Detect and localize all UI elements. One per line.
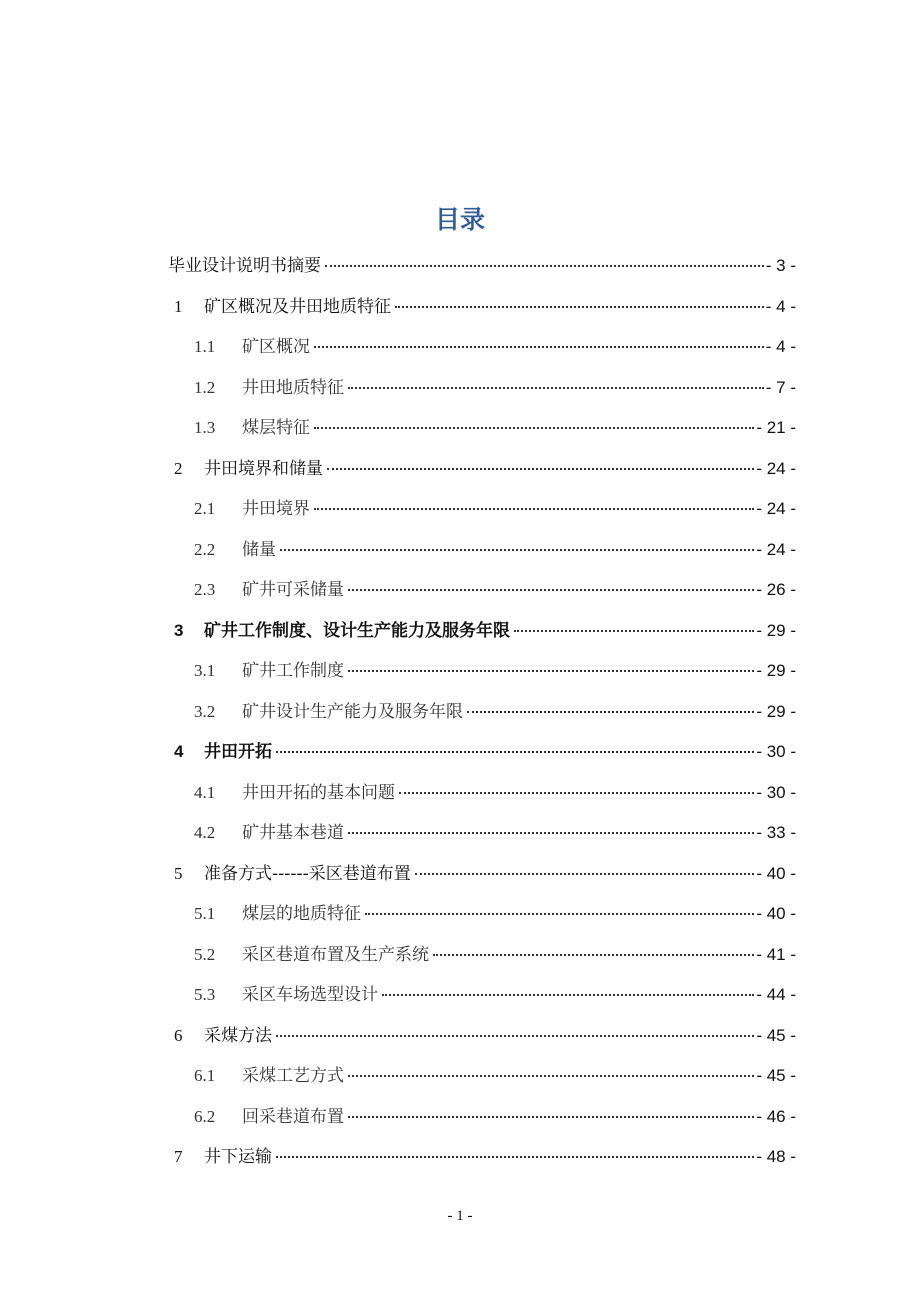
toc-entry[interactable]: [168, 1142, 796, 1183]
toc-entry[interactable]: [168, 535, 796, 576]
dot-leader: [514, 630, 754, 632]
toc-entry[interactable]: [168, 697, 796, 738]
toc-entry-page: - 44 -: [756, 985, 796, 1004]
toc-entry-title[interactable]: 毕业设计说明书摘要: [168, 256, 321, 276]
toc-entry[interactable]: [168, 656, 796, 697]
toc-entry-number: 4.2: [194, 823, 216, 842]
toc-entry-number: 4.1: [194, 782, 216, 802]
toc-entry-page: - 3 -: [765, 256, 796, 275]
dot-leader: [467, 711, 754, 713]
toc-entry[interactable]: [168, 292, 796, 333]
dot-leader: [327, 468, 754, 470]
toc-entry-title[interactable]: 井田境界: [242, 499, 310, 519]
dot-leader: [348, 387, 764, 389]
toc-title: 目录: [434, 205, 485, 234]
toc-entry-page: - 21 -: [756, 418, 796, 437]
toc-entry-page: - 45 -: [756, 1025, 796, 1045]
toc-entry[interactable]: [168, 494, 796, 535]
toc-entry-page: - 30 -: [756, 782, 796, 802]
toc-entry-title[interactable]: 煤层特征: [242, 418, 310, 438]
toc-entry-number: 5.3: [194, 985, 216, 1004]
toc-entry-number: 1: [174, 296, 183, 316]
toc-entry-number: 3.1: [194, 661, 216, 680]
toc-entry-page: - 7 -: [765, 377, 796, 397]
toc-entry-number: 2.3: [194, 580, 216, 599]
toc-entry-title[interactable]: 矿井基本巷道: [242, 823, 344, 843]
dot-leader: [348, 1075, 754, 1077]
toc-entry[interactable]: [168, 616, 796, 657]
toc-entry-page: - 45 -: [756, 1066, 796, 1085]
toc-entry-title[interactable]: 回采巷道布置: [242, 1106, 344, 1127]
toc-entry-number: 3: [174, 620, 184, 640]
dot-leader: [348, 1116, 754, 1118]
dot-leader: [314, 508, 754, 510]
dot-leader: [395, 306, 764, 308]
toc-entry-number: 6.2: [194, 1106, 216, 1126]
toc-entry-number: 1.3: [194, 418, 216, 437]
dot-leader: [276, 1156, 754, 1158]
toc-entry[interactable]: [168, 1061, 796, 1102]
toc-entry-number: 1.1: [194, 337, 216, 356]
toc-entry-number: 6: [174, 1025, 183, 1045]
toc-entry-title[interactable]: 矿区概况: [242, 337, 310, 357]
toc-entry[interactable]: [168, 332, 796, 373]
toc-entry-title[interactable]: 准备方式------采区巷道布置: [204, 863, 411, 884]
dot-leader: [325, 265, 764, 267]
toc-entry[interactable]: [168, 940, 796, 981]
toc-entry-title[interactable]: 煤层的地质特征: [242, 904, 361, 924]
toc-entry-page: - 41 -: [756, 944, 796, 964]
toc-entry[interactable]: [168, 454, 796, 495]
dot-leader: [433, 954, 754, 956]
toc-entry[interactable]: [168, 859, 796, 900]
toc-entry-title[interactable]: 井田开拓的基本问题: [242, 782, 395, 803]
toc-entry[interactable]: [168, 575, 796, 616]
page-number: - 1 -: [447, 1208, 473, 1224]
toc-entry-page: - 40 -: [756, 863, 796, 883]
toc-entry-page: - 48 -: [756, 1147, 796, 1166]
toc-entry-title[interactable]: 矿井设计生产能力及服务年限: [242, 701, 463, 722]
toc-entry-title[interactable]: 采煤方法: [204, 1025, 272, 1046]
toc-entry[interactable]: [168, 818, 796, 859]
toc-entry[interactable]: [168, 1021, 796, 1062]
toc-entry-page: - 4 -: [765, 296, 796, 316]
toc-entry-page: - 30 -: [756, 742, 796, 761]
toc-entry-page: - 24 -: [756, 499, 796, 518]
toc-entry-page: - 29 -: [756, 620, 796, 640]
toc-entry-page: - 33 -: [756, 823, 796, 842]
toc-entry[interactable]: [168, 1102, 796, 1143]
toc-entry-number: 4: [174, 742, 184, 761]
dot-leader: [276, 751, 754, 753]
toc-entry-title[interactable]: 采煤工艺方式: [242, 1066, 344, 1086]
dot-leader: [280, 549, 754, 551]
toc-entry-number: 6.1: [194, 1066, 216, 1085]
toc-entry-number: 2.2: [194, 539, 216, 559]
toc-entry-number: 1.2: [194, 377, 216, 397]
toc-entry-page: - 46 -: [756, 1106, 796, 1126]
toc-entry-page: - 26 -: [756, 580, 796, 599]
dot-leader: [276, 1035, 754, 1037]
toc-entry-title[interactable]: 井田地质特征: [242, 377, 344, 398]
toc-entry-title[interactable]: 采区巷道布置及生产系统: [242, 944, 429, 965]
toc-entry-number: 7: [174, 1147, 183, 1166]
toc-entry-title[interactable]: 井田境界和储量: [204, 458, 323, 479]
toc-entry-number: 5.2: [194, 944, 216, 964]
dot-leader: [365, 913, 754, 915]
dot-leader: [314, 346, 764, 348]
toc-entry[interactable]: [168, 413, 796, 454]
toc-entry[interactable]: [168, 778, 796, 819]
toc-entry-page: - 24 -: [756, 458, 796, 478]
toc-entry-page: - 4 -: [765, 337, 796, 356]
toc-entry-number: 5.1: [194, 904, 216, 923]
toc-entry[interactable]: [168, 737, 796, 778]
toc-entry-title[interactable]: 矿区概况及井田地质特征: [204, 296, 391, 317]
toc-entry-title[interactable]: 井下运输: [204, 1147, 272, 1167]
toc-entry-page: - 29 -: [756, 661, 796, 680]
dot-leader: [348, 832, 754, 834]
toc-entry-number: 2.1: [194, 499, 216, 518]
toc-entry-number: 3.2: [194, 701, 216, 721]
dot-leader: [348, 589, 754, 591]
dot-leader: [399, 792, 754, 794]
toc-entry-title[interactable]: 储量: [242, 539, 276, 560]
toc-entry-title[interactable]: 矿井工作制度: [242, 661, 344, 681]
toc-entry-title[interactable]: 井田开拓: [204, 742, 272, 762]
toc-entry[interactable]: [168, 899, 796, 940]
toc-entry[interactable]: [168, 251, 796, 292]
toc-entry-title[interactable]: 采区车场选型设计: [242, 985, 378, 1005]
dot-leader: [314, 427, 754, 429]
toc-entry-page: - 29 -: [756, 701, 796, 721]
toc-entry-title[interactable]: 矿井工作制度、设计生产能力及服务年限: [204, 620, 510, 641]
toc-entry-page: - 40 -: [756, 904, 796, 923]
toc-entry-number: 5: [174, 863, 183, 883]
toc-entry-page: - 24 -: [756, 539, 796, 559]
dot-leader: [382, 994, 754, 996]
dot-leader: [415, 873, 755, 875]
toc-entry[interactable]: [168, 373, 796, 414]
toc-entry-title[interactable]: 矿井可采储量: [242, 580, 344, 600]
toc-entry-number: 2: [174, 458, 183, 478]
table-of-contents: [168, 251, 796, 1183]
dot-leader: [348, 670, 754, 672]
toc-entry[interactable]: [168, 980, 796, 1021]
